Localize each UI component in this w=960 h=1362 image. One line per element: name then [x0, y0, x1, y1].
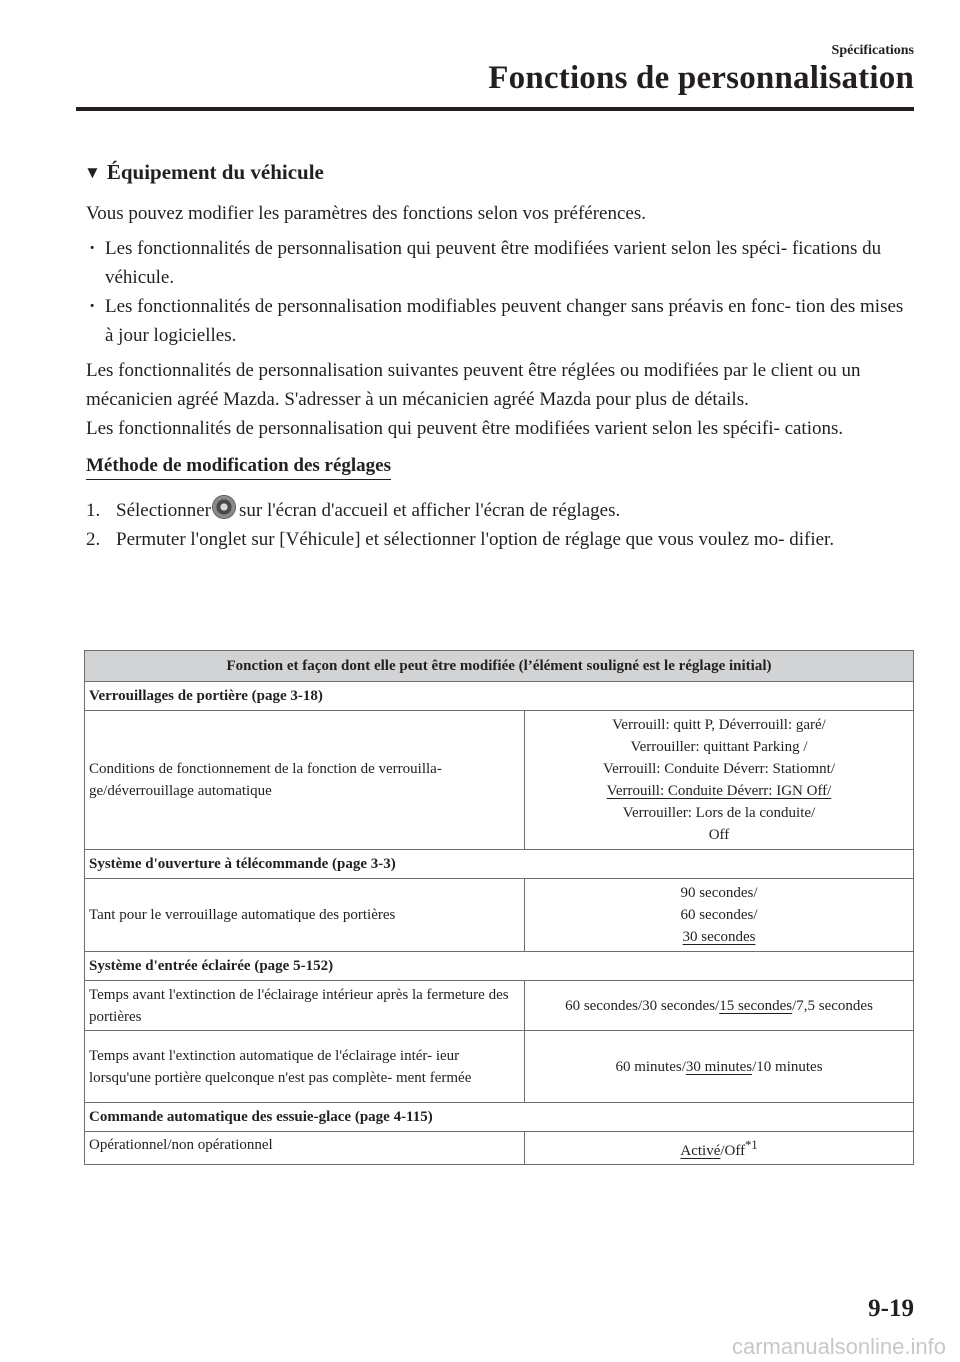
intro-text: Vous pouvez modifier les paramètres des fonctions selon vos préférences.: [86, 203, 646, 224]
method-heading: Méthode de modification des réglages: [86, 455, 391, 480]
function-cell: Temps avant l'extinction de l'éclairage intérieur après la fermeture des portières: [85, 981, 525, 1031]
group-title: Verrouillages de portière (page 3-18): [85, 682, 914, 711]
step-item: 1. Sélectionner sur l'écran d'accueil et afficher l'écran de réglages.: [86, 496, 914, 525]
function-cell: Temps avant l'extinction automatique de l'éclairage intér- ieur lorsqu'une portière quelconque n'est pas complète- ment fermée: [85, 1031, 525, 1103]
bullet-dot-icon: ·: [89, 238, 96, 259]
table-header: Fonction et façon dont elle peut être modifiée (l’élément souligné est le réglage initial): [85, 651, 914, 682]
table-group-row: [85, 682, 914, 711]
bullet-item: · Les fonctionnalités de personnalisation modifiables peuvent changer sans préavis en fonc- tion des mises à jour logicielles.: [86, 292, 914, 350]
initial-setting: 30 minutes: [685, 1058, 753, 1075]
table-row: [85, 1132, 914, 1165]
settings-gear-icon: [213, 496, 235, 518]
options-cell: 60 minutes/30 minutes/10 minutes: [525, 1031, 914, 1103]
paragraph-2: Les fonctionnalités de personnalisation qui peuvent être modifiées varient selon les spécifi- cations.: [86, 418, 844, 439]
function-cell: Tant pour le verrouillage automatique des portières: [85, 879, 525, 952]
table-row: [85, 879, 914, 952]
options-cell: 90 secondes/ 60 secondes/ 30 secondes: [525, 879, 914, 952]
step-number: 2.: [86, 529, 101, 550]
footnote-marker: *1: [745, 1138, 758, 1152]
section-heading-text: Équipement du véhicule: [106, 160, 324, 184]
header-section: Spécifications: [831, 43, 914, 58]
group-title: Commande automatique des essuie-glace (page 4-115): [85, 1103, 914, 1132]
table-row: [85, 1031, 914, 1103]
initial-setting: 30 secondes: [682, 929, 756, 945]
paragraph-1: Les fonctionnalités de personnalisation suivantes peuvent être réglées ou modifiées par le client ou un mécanicien agréé Mazda. S'adresser à un mécanicien agréé Mazda pour plus de détails.: [86, 360, 861, 410]
triangle-down-icon: ▼: [84, 162, 101, 182]
options-cell: Activé/Off$^{*1}$: [525, 1132, 914, 1165]
watermark: carmanualsonline.info: [731, 1334, 946, 1359]
options-cell: Verrouill: quitt P, Déverrouill: garé/ Verrouiller: quittant Parking / Verrouill: Conduite Déverr: Statiomnt/ Verrouill: Conduite Déverr: IGN Off/ Verrouiller: Lors de la conduite/ Off: [525, 711, 914, 850]
options-cell: 60 secondes/30 secondes/15 secondes/7,5 secondes: [525, 981, 914, 1031]
table-group-row: [85, 850, 914, 879]
step-number: 1.: [86, 500, 101, 521]
table-row: [85, 711, 914, 850]
bullet-dot-icon: ·: [89, 296, 96, 317]
initial-setting: Verrouill: Conduite Déverr: IGN Off/: [606, 783, 832, 799]
content: [86, 160, 914, 554]
table-group-row: [85, 1103, 914, 1132]
function-cell: Conditions de fonctionnement de la fonction de verrouilla- ge/déverrouillage automatique: [85, 711, 525, 850]
page-number: 9-19: [868, 1295, 914, 1322]
initial-setting: 15 secondes: [719, 997, 793, 1014]
header-rule: [76, 107, 914, 111]
step-item: 2. Permuter l'onglet sur [Véhicule] et sélectionner l'option de réglage que vous voulez mo- difier.: [86, 525, 914, 554]
initial-setting: Activé: [680, 1143, 721, 1159]
section-heading: [84, 160, 914, 185]
function-cell: Opérationnel/non opérationnel: [85, 1132, 525, 1165]
settings-table: [84, 650, 914, 1165]
table-header-row: [85, 651, 914, 682]
group-title: Système d'entrée éclairée (page 5-152): [85, 952, 914, 981]
bullet-list: [86, 234, 914, 350]
page-title: Fonctions de personnalisation: [488, 60, 914, 96]
steps-list: [86, 496, 914, 554]
group-title: Système d'ouverture à télécommande (page 3-3): [85, 850, 914, 879]
table-row: [85, 981, 914, 1031]
bullet-item: · Les fonctionnalités de personnalisation qui peuvent être modifiées varient selon les spéci- fications du véhicule.: [86, 234, 914, 292]
table-group-row: [85, 952, 914, 981]
